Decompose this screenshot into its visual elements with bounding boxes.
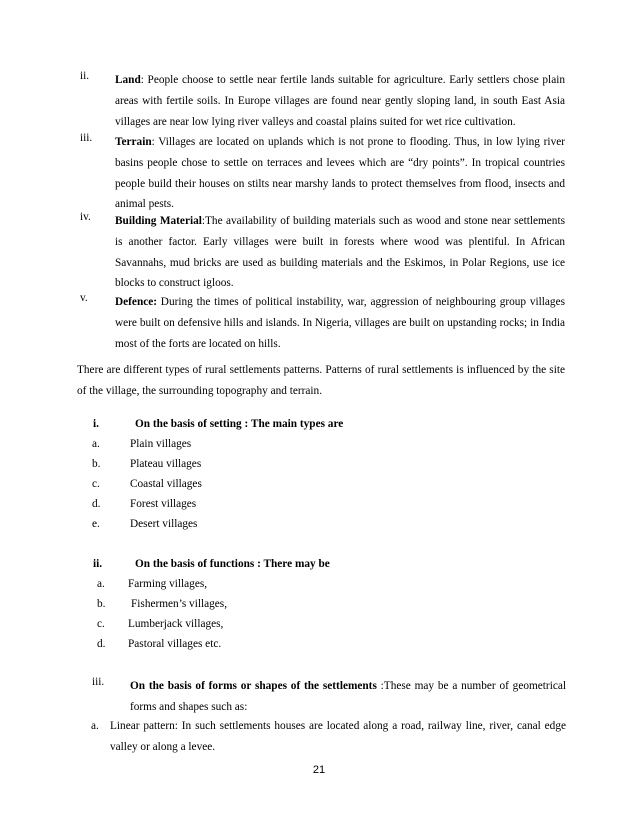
list-letter: a.: [97, 578, 105, 590]
section-roman: ii.: [93, 558, 103, 570]
list-text: Forest villages: [130, 498, 197, 510]
intro-paragraph: There are different types of rural settlements patterns. Patterns of rural settlements is influenced by the site of the village, the surrounding topography and terrain.: [77, 364, 565, 397]
list-text: Coastal villages: [130, 478, 202, 490]
page-number: 21: [312, 764, 326, 776]
item-number: iii.: [80, 132, 93, 144]
section-heading-text: On the basis of functions : There may be: [135, 558, 330, 570]
list-text: Plain villages: [130, 438, 192, 450]
list-letter: a.: [91, 720, 99, 732]
section-heading-text: On the basis of setting : The main types are: [135, 418, 344, 430]
list-text: Pastoral villages etc.: [128, 638, 222, 650]
linear-pattern-text: Linear pattern: In such settlements houses are located along a road, railway line, river, canal edge valley or along a levee.: [110, 720, 566, 753]
item-number: v.: [80, 292, 88, 304]
item-term: Land: [115, 74, 141, 86]
item-body: : Villages are located on uplands which is not prone to flooding. Thus, in low lying river basins people chose to settle on terraces and levees which are “dry points”. In tropical countries people build their houses on stilts near marshy lands to protect themselves from flood, insects and animal pests.: [115, 136, 565, 211]
item-number: ii.: [80, 70, 90, 82]
forms-heading: On the basis of forms or shapes of the settlements: [130, 680, 377, 692]
item-term: Building Material: [115, 215, 202, 227]
item-body: :The availability of building materials such as wood and stone near settlements is another factor. Early villages were built in forests where wood was plentiful. In African Savannahs, mud bricks are used as building materials and the Eskimos, in Polar Regions, use ice blocks to construct igloos.: [115, 215, 565, 290]
list-letter: e.: [92, 518, 100, 530]
list-letter: d.: [97, 638, 106, 650]
list-letter: b.: [92, 458, 101, 470]
section-roman: i.: [93, 418, 99, 430]
item-text: [115, 211, 565, 294]
list-letter: c.: [97, 618, 105, 630]
item-body: : People choose to settle near fertile lands suitable for agriculture. Early settlers chose plain areas with fertile soils. In Europe villages are found near gently sloping land, in south East Asia villages are near low lying river valleys and coastal plains suited for wet rice cultivation.: [115, 74, 565, 128]
list-text: Desert villages: [130, 518, 198, 530]
item-term: Defence:: [115, 296, 158, 308]
section-roman: iii.: [92, 676, 105, 688]
list-text: Plateau villages: [130, 458, 202, 470]
item-text: [115, 292, 565, 354]
forms-body: :These may be a number of geometrical forms and shapes such as:: [130, 680, 566, 713]
item-text: [115, 132, 565, 215]
list-letter: c.: [92, 478, 100, 490]
item-term: Terrain: [115, 136, 152, 148]
item-body: During the times of political instability, war, aggression of neighbouring group villages were built on defensive hills and islands. In Nigeria, villages are built on upstanding rocks; in India most of the forts are located on hills.: [115, 296, 565, 350]
item-text: [115, 70, 565, 132]
item-number: iv.: [80, 211, 91, 223]
list-text: Lumberjack villages,: [128, 618, 224, 630]
list-letter: a.: [92, 438, 100, 450]
list-text: Farming villages,: [128, 578, 208, 590]
list-letter: b.: [97, 598, 106, 610]
list-letter: d.: [92, 498, 101, 510]
list-text: Fishermen’s villages,: [131, 598, 228, 610]
forms-text: [130, 676, 566, 718]
